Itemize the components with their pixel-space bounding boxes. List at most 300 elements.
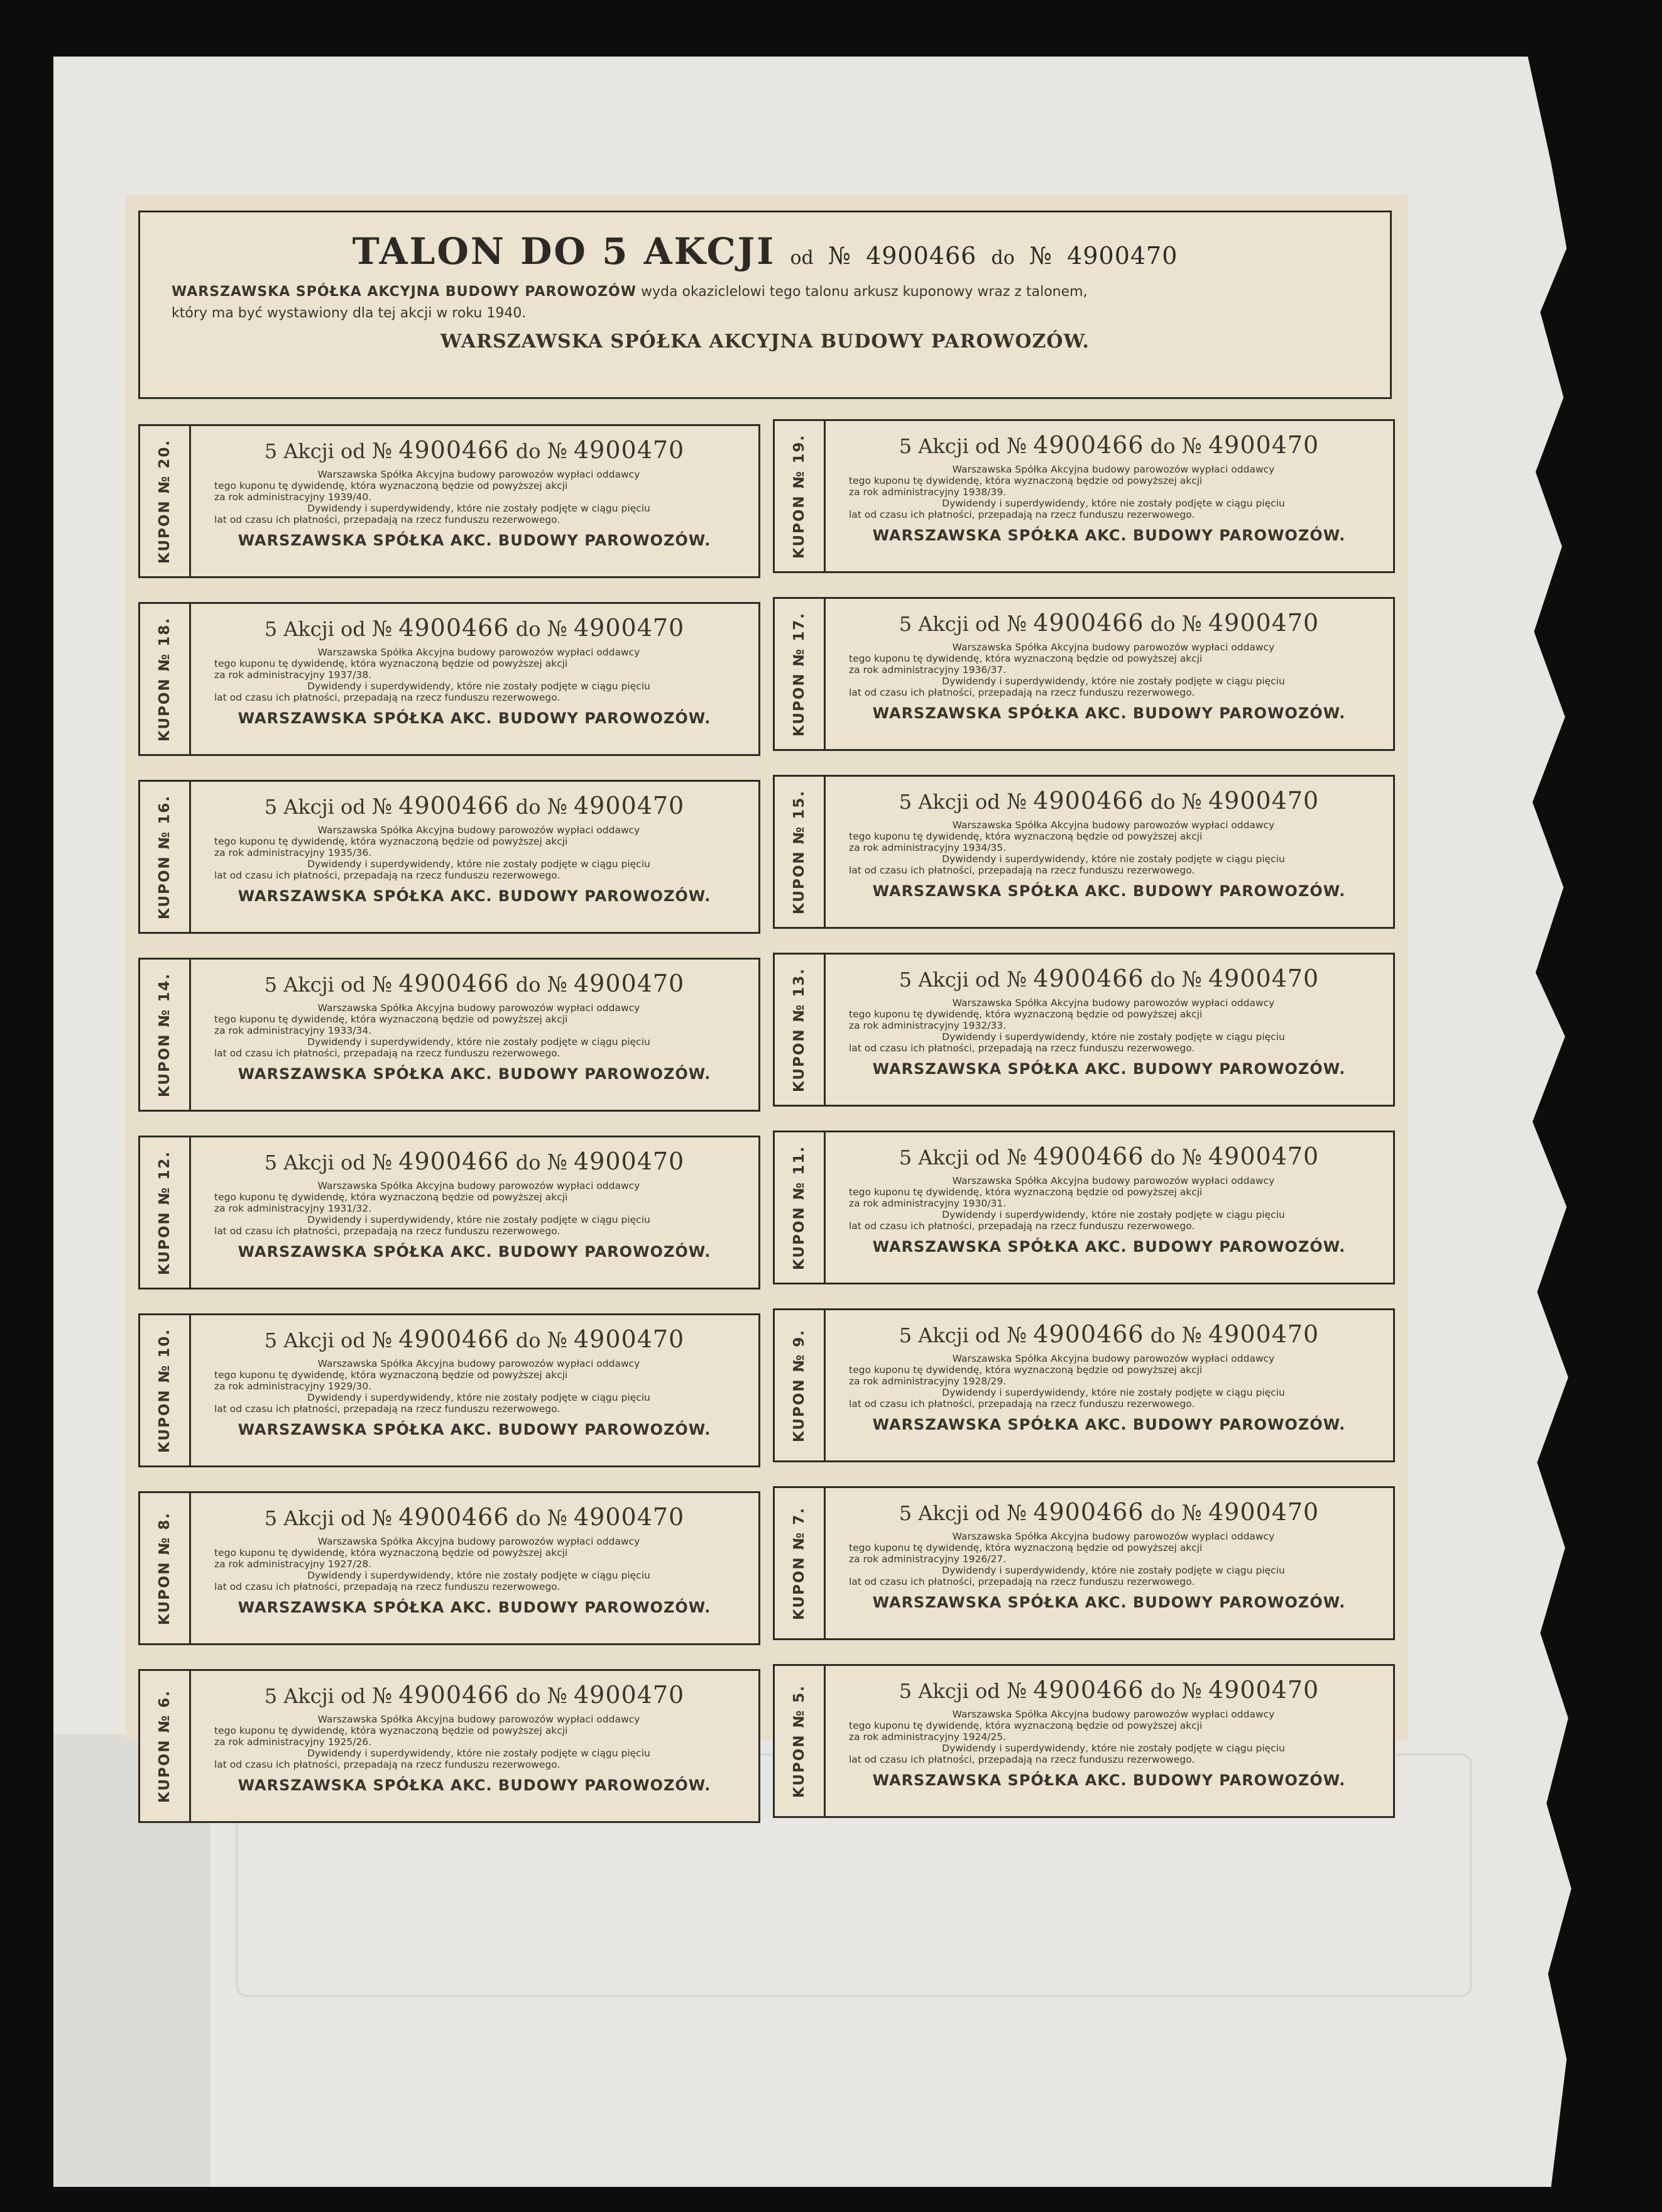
coupon-signature: WARSZAWSKA SPÓŁKA AKC. BUDOWY PAROWOZÓW. [872, 1238, 1346, 1256]
coupon-text-line-d: Dywidendy i superdywidendy, które nie zostały podjęte w ciągu pięciu [942, 1031, 1285, 1043]
coupon-year-line: za rok administracyjny 1937/38. [214, 669, 372, 681]
coupon-text-line-e: lat od czasu ich płatności, przepadają na rzecz funduszu rezerwowego. [214, 1581, 560, 1592]
coupon-signature: WARSZAWSKA SPÓŁKA AKC. BUDOWY PAROWOZÓW. [238, 1599, 711, 1616]
coupon-label: KUPON № 5. [791, 1684, 807, 1798]
coupon-to-number: 4900470 [1208, 609, 1320, 637]
coupon [773, 1486, 1395, 1640]
coupon-text-line-d: Dywidendy i superdywidendy, które nie zostały podjęte w ciągu pięciu [307, 1748, 650, 1759]
coupon-text-line-b: tego kuponu tę dywidendę, która wyznaczoną będzie od powyższej akcji [214, 836, 568, 847]
coupon-text-line-a: Warszawska Spółka Akcyjna budowy parowozów wypłaci oddawcy [317, 1714, 640, 1725]
coupon-no-symbol-2: № [547, 794, 567, 819]
coupon-from-number: 4900466 [398, 1147, 510, 1175]
coupon-to-number: 4900470 [1208, 431, 1320, 459]
talon-company: WARSZAWSKA SPÓŁKA AKCYJNA BUDOWY PAROWOZÓW [172, 284, 637, 300]
coupon-side [775, 777, 826, 927]
coupon-label: KUPON № 16. [156, 794, 173, 919]
coupon-text-line-b: tego kuponu tę dywidendę, która wyznaczoną będzie od powyższej akcji [849, 1720, 1203, 1731]
coupon-side [775, 1310, 826, 1460]
coupon-side [775, 421, 826, 571]
coupon-share-range [840, 609, 1378, 637]
coupon-text-line-b: tego kuponu tę dywidendę, która wyznaczoną będzie od powyższej akcji [849, 1009, 1203, 1020]
coupon-signature: WARSZAWSKA SPÓŁKA AKC. BUDOWY PAROWOZÓW. [238, 1243, 711, 1261]
coupon-from-number: 4900466 [398, 1325, 510, 1353]
coupon-text-line-a: Warszawska Spółka Akcyjna budowy parowozów wypłaci oddawcy [317, 1002, 640, 1014]
coupon-content [189, 782, 758, 932]
coupon-to-label: do [1150, 1146, 1176, 1169]
coupon-share-range [205, 614, 743, 642]
coupon-share-range [205, 792, 743, 819]
coupon-text-line-e: lat od czasu ich płatności, przepadają na rzecz funduszu rezerwowego. [849, 1043, 1195, 1054]
coupon-text-line-b: tego kuponu tę dywidendę, która wyznaczoną będzie od powyższej akcji [849, 831, 1203, 842]
coupon-signature: WARSZAWSKA SPÓŁKA AKC. BUDOWY PAROWOZÓW. [872, 704, 1346, 722]
coupon-text-line-a: Warszawska Spółka Akcyjna budowy parowozów wypłaci oddawcy [317, 1358, 640, 1369]
coupon-to-number: 4900470 [574, 1681, 685, 1709]
coupon-signature: WARSZAWSKA SPÓŁKA AKC. BUDOWY PAROWOZÓW. [872, 527, 1346, 544]
coupon-text-line-d: Dywidendy i superdywidendy, które nie zostały podjęte w ciągu pięciu [942, 1387, 1285, 1398]
coupon-from-number: 4900466 [1033, 1320, 1144, 1348]
coupon-no-symbol-2: № [547, 439, 567, 464]
coupon-year-line: za rok administracyjny 1924/25. [849, 1731, 1007, 1743]
coupon-text-line-e: lat od czasu ich płatności, przepadają na rzecz funduszu rezerwowego. [214, 1225, 560, 1237]
coupon-text-line-b: tego kuponu tę dywidendę, która wyznaczoną będzie od powyższej akcji [849, 1186, 1203, 1198]
coupon-year-line: za rok administracyjny 1927/28. [214, 1558, 372, 1570]
coupon-signature: WARSZAWSKA SPÓŁKA AKC. BUDOWY PAROWOZÓW. [238, 887, 711, 905]
coupon [773, 1308, 1395, 1462]
coupon-text [205, 824, 743, 881]
talon-no-symbol-2: № [1029, 242, 1052, 270]
coupon-no-symbol: № [1006, 1501, 1027, 1526]
talon-from-number: 4900466 [866, 242, 977, 270]
coupon-text-line-a: Warszawska Spółka Akcyjna budowy parowozów wypłaci oddawcy [317, 647, 640, 658]
coupon-label: KUPON № 18. [156, 616, 173, 742]
coupon-year-line: za rok administracyjny 1936/37. [849, 664, 1007, 676]
coupon-no-symbol: № [1006, 1323, 1027, 1348]
coupon-label: KUPON № 7. [791, 1506, 807, 1620]
coupon-signature: WARSZAWSKA SPÓŁKA AKC. BUDOWY PAROWOZÓW. [238, 1421, 711, 1438]
coupon-share-range [205, 1325, 743, 1353]
coupon-to-label: do [515, 617, 541, 641]
coupon-label: KUPON № 8. [156, 1511, 173, 1625]
coupon-text [840, 997, 1378, 1054]
coupon-content [824, 1310, 1393, 1460]
coupon [773, 953, 1395, 1107]
coupon-text [840, 1353, 1378, 1410]
talon-signature: WARSZAWSKA SPÓŁKA AKCYJNA BUDOWY PAROWOZÓW. [440, 331, 1090, 353]
coupon-text-line-b: tego kuponu tę dywidendę, która wyznaczoną będzie od powyższej akcji [849, 653, 1203, 664]
coupon-to-number: 4900470 [574, 970, 685, 997]
coupon-to-label: do [515, 1506, 541, 1530]
coupon [773, 1131, 1395, 1284]
coupon-content [189, 1493, 758, 1643]
coupon-label: KUPON № 11. [791, 1145, 807, 1270]
coupon-text-line-d: Dywidendy i superdywidendy, które nie zostały podjęte w ciągu pięciu [307, 858, 650, 870]
coupon-content [824, 1132, 1393, 1283]
coupon-year-line: za rok administracyjny 1930/31. [849, 1198, 1007, 1209]
coupon-share-range [840, 1498, 1378, 1526]
talon-from-label: od [790, 247, 814, 269]
coupon-no-symbol-2: № [1181, 611, 1202, 637]
coupon-no-symbol: № [371, 794, 393, 819]
coupon-label: KUPON № 13. [791, 967, 807, 1092]
coupon-text-line-d: Dywidendy i superdywidendy, które nie zostały podjęte w ciągu pięciu [307, 1214, 650, 1225]
coupon-to-number: 4900470 [574, 1503, 685, 1531]
talon-to-number: 4900470 [1067, 242, 1178, 270]
coupon-label: KUPON № 10. [156, 1328, 173, 1453]
coupon-text-line-a: Warszawska Spółka Akcyjna budowy parowozów wypłaci oddawcy [952, 1531, 1275, 1542]
coupon-text-line-b: tego kuponu tę dywidendę, która wyznaczoną będzie od powyższej akcji [849, 475, 1203, 486]
coupon-text-line-b: tego kuponu tę dywidendę, która wyznaczoną będzie od powyższej akcji [849, 1364, 1203, 1376]
coupon-label: KUPON № 19. [791, 434, 807, 559]
coupon-text-line-e: lat od czasu ich płatności, przepadają na rzecz funduszu rezerwowego. [214, 514, 560, 525]
coupon-year-line: za rok administracyjny 1932/33. [849, 1020, 1007, 1031]
coupon-text [205, 1536, 743, 1592]
coupon-to-label: do [1150, 1679, 1176, 1703]
coupon-side [140, 1671, 191, 1821]
coupon-text-line-d: Dywidendy i superdywidendy, które nie zostały podjęte w ciągu pięciu [307, 503, 650, 514]
coupon-share-range [205, 970, 743, 997]
coupon [138, 1491, 760, 1645]
coupon-to-label: do [1150, 612, 1176, 636]
coupon-to-number: 4900470 [574, 1325, 685, 1353]
coupon-side [140, 960, 191, 1110]
coupon-text-line-a: Warszawska Spółka Akcyjna budowy parowozów wypłaci oddawcy [317, 1180, 640, 1191]
coupon-shares-label: 5 Akcji od [899, 790, 1000, 814]
talon-body [172, 282, 1359, 324]
coupon-share-range [840, 965, 1378, 992]
coupon-to-label: do [1150, 1323, 1176, 1347]
coupon-text-line-a: Warszawska Spółka Akcyjna budowy parowozów wypłaci oddawcy [952, 1353, 1275, 1364]
coupon-text-line-d: Dywidendy i superdywidendy, które nie zostały podjęte w ciągu pięciu [942, 1209, 1285, 1220]
coupon-text-line-e: lat od czasu ich płatności, przepadają na rzecz funduszu rezerwowego. [214, 692, 560, 703]
coupon-shares-label: 5 Akcji od [899, 1501, 1000, 1525]
coupon-year-line: za rok administracyjny 1938/39. [849, 486, 1007, 498]
coupon-text-line-a: Warszawska Spółka Akcyjna budowy parowozów wypłaci oddawcy [317, 469, 640, 480]
coupon [138, 780, 760, 934]
coupon-shares-label: 5 Akcji od [899, 612, 1000, 636]
coupon-from-number: 4900466 [398, 1681, 510, 1709]
coupon-text-line-e: lat od czasu ich płatności, przepadają na rzecz funduszu rezerwowego. [214, 1759, 560, 1770]
coupon-to-label: do [515, 973, 541, 997]
coupon-from-number: 4900466 [1033, 1676, 1144, 1704]
coupon-no-symbol: № [1006, 1145, 1027, 1170]
coupon-from-number: 4900466 [1033, 1142, 1144, 1170]
coupon-text [205, 1180, 743, 1237]
coupon-text-line-d: Dywidendy i superdywidendy, które nie zostały podjęte w ciągu pięciu [942, 676, 1285, 687]
coupon-year-line: za rok administracyjny 1934/35. [849, 842, 1007, 853]
coupon-signature: WARSZAWSKA SPÓŁKA AKC. BUDOWY PAROWOZÓW. [872, 1771, 1346, 1789]
coupon-year-line: za rok administracyjny 1931/32. [214, 1203, 372, 1214]
coupon-from-number: 4900466 [1033, 609, 1144, 637]
coupon-to-label: do [515, 1151, 541, 1174]
coupon-signature: WARSZAWSKA SPÓŁKA AKC. BUDOWY PAROWOZÓW. [872, 1594, 1346, 1611]
coupon-text-line-d: Dywidendy i superdywidendy, które nie zostały podjęte w ciągu pięciu [942, 853, 1285, 865]
coupon-to-number: 4900470 [1208, 965, 1320, 992]
coupon-text-line-e: lat od czasu ich płatności, przepadają na rzecz funduszu rezerwowego. [849, 687, 1195, 698]
coupon-no-symbol: № [371, 439, 393, 464]
coupon-no-symbol: № [371, 1506, 393, 1531]
coupon-no-symbol-2: № [547, 1506, 567, 1531]
coupon-text-line-d: Dywidendy i superdywidendy, które nie zostały podjęte w ciągu pięciu [307, 1570, 650, 1581]
coupon-content [824, 1666, 1393, 1816]
coupon-signature: WARSZAWSKA SPÓŁKA AKC. BUDOWY PAROWOZÓW. [238, 532, 711, 549]
coupon-text [840, 1531, 1378, 1587]
coupon [773, 419, 1395, 573]
coupon-label: KUPON № 6. [156, 1689, 173, 1803]
coupon-share-range [205, 1503, 743, 1531]
coupon-text-line-e: lat od czasu ich płatności, przepadają na rzecz funduszu rezerwowego. [849, 865, 1195, 876]
talon-to-label: do [991, 247, 1015, 269]
coupon-text-line-a: Warszawska Spółka Akcyjna budowy parowozów wypłaci oddawcy [952, 464, 1275, 475]
coupon-no-symbol: № [1006, 611, 1027, 637]
coupon-label: KUPON № 15. [791, 789, 807, 914]
coupon-shares-label: 5 Akcji od [899, 1323, 1000, 1347]
coupon-text-line-b: tego kuponu tę dywidendę, która wyznaczoną będzie od powyższej akcji [849, 1542, 1203, 1553]
coupon-content [189, 604, 758, 754]
coupon-shares-label: 5 Akcji od [264, 795, 366, 819]
coupon-share-range [840, 1320, 1378, 1348]
coupon-no-symbol-2: № [1181, 789, 1202, 814]
coupon-text-line-e: lat od czasu ich płatności, przepadają na rzecz funduszu rezerwowego. [214, 1403, 560, 1415]
coupon-text [840, 642, 1378, 698]
coupon-no-symbol: № [1006, 967, 1027, 992]
coupon-content [824, 599, 1393, 749]
coupon [138, 1313, 760, 1467]
coupon-text-line-d: Dywidendy i superdywidendy, które nie zostały podjęte w ciągu pięciu [307, 1392, 650, 1403]
coupon-text-line-a: Warszawska Spółka Akcyjna budowy parowozów wypłaci oddawcy [952, 1175, 1275, 1186]
coupon-to-number: 4900470 [574, 436, 685, 464]
coupon-from-number: 4900466 [398, 614, 510, 642]
coupon-shares-label: 5 Akcji od [264, 617, 366, 641]
coupon-shares-label: 5 Akcji od [264, 1684, 366, 1708]
talon-body-line2: który ma być wystawiony dla tej akcji w roku 1940. [172, 305, 527, 321]
coupon-content [189, 426, 758, 576]
talon-heading [140, 230, 1390, 273]
coupon-to-label: do [515, 1328, 541, 1352]
coupon-label: KUPON № 12. [156, 1150, 173, 1275]
coupon-text-line-d: Dywidendy i superdywidendy, które nie zostały podjęte w ciągu pięciu [307, 1036, 650, 1048]
coupon-text-line-e: lat od czasu ich płatności, przepadają na rzecz funduszu rezerwowego. [849, 1576, 1195, 1587]
coupon-side [140, 1493, 191, 1643]
coupon-no-symbol-2: № [1181, 1501, 1202, 1526]
coupon-from-number: 4900466 [1033, 787, 1144, 814]
coupon-no-symbol-2: № [1181, 1678, 1202, 1704]
coupon-text [205, 1714, 743, 1770]
coupon-no-symbol: № [1006, 789, 1027, 814]
coupon-signature: WARSZAWSKA SPÓŁKA AKC. BUDOWY PAROWOZÓW. [238, 1065, 711, 1083]
talon-body-line1: wyda okaziclelowi tego talonu arkusz kuponowy wraz z talonem, [641, 284, 1088, 300]
coupon-text-line-b: tego kuponu tę dywidendę, która wyznaczoną będzie od powyższej akcji [214, 480, 568, 491]
coupon-no-symbol-2: № [547, 616, 567, 642]
coupon-share-range [840, 431, 1378, 459]
coupon-text-line-a: Warszawska Spółka Akcyjna budowy parowozów wypłaci oddawcy [952, 642, 1275, 653]
coupon-shares-label: 5 Akcji od [264, 439, 366, 463]
coupon-share-range [840, 1676, 1378, 1704]
coupon-to-number: 4900470 [574, 614, 685, 642]
coupon-side [775, 955, 826, 1105]
coupon-text-line-a: Warszawska Spółka Akcyjna budowy parowozów wypłaci oddawcy [952, 819, 1275, 831]
coupon-to-label: do [1150, 790, 1176, 814]
coupon [773, 597, 1395, 751]
coupon-side [775, 599, 826, 749]
coupon-shares-label: 5 Akcji od [899, 1679, 1000, 1703]
coupon-no-symbol: № [371, 1150, 393, 1175]
coupon-text-line-a: Warszawska Spółka Akcyjna budowy parowozów wypłaci oddawcy [952, 997, 1275, 1009]
coupon-side [140, 1137, 191, 1288]
coupon-text [840, 1175, 1378, 1232]
coupon-year-line: za rok administracyjny 1939/40. [214, 491, 372, 503]
coupon-from-number: 4900466 [1033, 431, 1144, 459]
coupon-side [775, 1488, 826, 1638]
coupon-text-line-e: lat od czasu ich płatności, przepadają na rzecz funduszu rezerwowego. [849, 509, 1195, 520]
coupon-side [140, 426, 191, 576]
coupon [773, 1664, 1395, 1818]
coupon-to-number: 4900470 [1208, 1498, 1320, 1526]
coupon-text [205, 1358, 743, 1415]
coupon-text-line-b: tego kuponu tę dywidendę, która wyznaczoną będzie od powyższej akcji [214, 1725, 568, 1736]
coupon-no-symbol-2: № [547, 1150, 567, 1175]
talon-box [138, 211, 1392, 399]
coupon-year-line: za rok administracyjny 1928/29. [849, 1376, 1007, 1387]
coupon-text-line-b: tego kuponu tę dywidendę, która wyznaczoną będzie od powyższej akcji [214, 1191, 568, 1203]
coupon-share-range [205, 1681, 743, 1709]
coupon-to-label: do [1150, 1501, 1176, 1525]
coupon-from-number: 4900466 [398, 436, 510, 464]
coupon-no-symbol-2: № [1181, 1145, 1202, 1170]
coupon-no-symbol: № [371, 1684, 393, 1709]
coupon-text-line-a: Warszawska Spółka Akcyjna budowy parowozów wypłaci oddawcy [952, 1709, 1275, 1720]
coupon-content [824, 955, 1393, 1105]
coupon-sheet [126, 195, 1408, 1803]
coupon-no-symbol-2: № [1181, 967, 1202, 992]
coupon-text-line-d: Dywidendy i superdywidendy, które nie zostały podjęte w ciągu pięciu [307, 681, 650, 692]
coupon-text-line-e: lat od czasu ich płatności, przepadają na rzecz funduszu rezerwowego. [214, 870, 560, 881]
coupon-no-symbol-2: № [1181, 1323, 1202, 1348]
coupon-text [840, 1709, 1378, 1765]
coupon-side [775, 1132, 826, 1283]
coupon-no-symbol-2: № [1181, 434, 1202, 459]
coupon-from-number: 4900466 [398, 792, 510, 819]
coupon-share-range [205, 436, 743, 464]
coupon-from-number: 4900466 [398, 970, 510, 997]
coupon-text-line-b: tego kuponu tę dywidendę, która wyznaczoną będzie od powyższej akcji [214, 658, 568, 669]
coupon-no-symbol-2: № [547, 1684, 567, 1709]
coupon-text-line-d: Dywidendy i superdywidendy, które nie zostały podjęte w ciągu pięciu [942, 498, 1285, 509]
coupon-to-label: do [1150, 968, 1176, 992]
coupon-no-symbol: № [1006, 1678, 1027, 1704]
coupon-text [840, 819, 1378, 876]
coupon-signature: WARSZAWSKA SPÓŁKA AKC. BUDOWY PAROWOZÓW. [872, 882, 1346, 900]
coupon-shares-label: 5 Akcji od [264, 1506, 366, 1530]
coupon-text [205, 1002, 743, 1059]
coupon-text-line-b: tego kuponu tę dywidendę, która wyznaczoną będzie od powyższej akcji [214, 1547, 568, 1558]
coupon-text [205, 647, 743, 703]
coupon-to-number: 4900470 [1208, 1320, 1320, 1348]
coupon-text-line-e: lat od czasu ich płatności, przepadają na rzecz funduszu rezerwowego. [849, 1754, 1195, 1765]
coupon-text-line-d: Dywidendy i superdywidendy, które nie zostały podjęte w ciągu pięciu [942, 1743, 1285, 1754]
coupon-to-number: 4900470 [1208, 1142, 1320, 1170]
coupon-label: KUPON № 17. [791, 611, 807, 736]
coupon-shares-label: 5 Akcji od [264, 1328, 366, 1352]
coupon-text-line-b: tego kuponu tę dywidendę, która wyznaczoną będzie od powyższej akcji [214, 1014, 568, 1025]
coupon [773, 775, 1395, 929]
coupon-shares-label: 5 Akcji od [264, 973, 366, 997]
coupon-text-line-b: tego kuponu tę dywidendę, która wyznaczoną będzie od powyższej akcji [214, 1369, 568, 1381]
coupon-text-line-e: lat od czasu ich płatności, przepadają na rzecz funduszu rezerwowego. [849, 1220, 1195, 1232]
coupon-to-number: 4900470 [574, 1147, 685, 1175]
coupon-text [840, 464, 1378, 520]
coupon-to-number: 4900470 [574, 792, 685, 819]
coupon-year-line: za rok administracyjny 1926/27. [849, 1553, 1007, 1565]
coupon-to-label: do [1150, 434, 1176, 458]
coupon-label: KUPON № 14. [156, 972, 173, 1097]
coupon [138, 424, 760, 578]
coupon-signature: WARSZAWSKA SPÓŁKA AKC. BUDOWY PAROWOZÓW. [238, 1777, 711, 1794]
coupon-side [775, 1666, 826, 1816]
coupon-to-label: do [515, 795, 541, 819]
coupon-share-range [840, 1142, 1378, 1170]
coupon-shares-label: 5 Akcji od [899, 434, 1000, 458]
coupon-label: KUPON № 20. [156, 439, 173, 564]
coupon-content [189, 1315, 758, 1465]
coupon-to-label: do [515, 1684, 541, 1708]
coupon-side [140, 1315, 191, 1465]
coupon-content [824, 777, 1393, 927]
coupon-to-label: do [515, 439, 541, 463]
coupon-to-number: 4900470 [1208, 787, 1320, 814]
coupon-no-symbol-2: № [547, 972, 567, 997]
coupon-share-range [840, 787, 1378, 814]
coupon-signature: WARSZAWSKA SPÓŁKA AKC. BUDOWY PAROWOZÓW. [872, 1060, 1346, 1078]
coupon [138, 1136, 760, 1289]
coupon-shares-label: 5 Akcji od [264, 1151, 366, 1174]
coupon-no-symbol: № [371, 972, 393, 997]
coupon-text-line-d: Dywidendy i superdywidendy, które nie zostały podjęte w ciągu pięciu [942, 1565, 1285, 1576]
coupon-no-symbol: № [1006, 434, 1027, 459]
coupon-content [189, 1671, 758, 1821]
coupon-to-number: 4900470 [1208, 1676, 1320, 1704]
coupon-from-number: 4900466 [1033, 965, 1144, 992]
coupon [138, 602, 760, 756]
coupon [138, 1669, 760, 1823]
coupon-text-line-a: Warszawska Spółka Akcyjna budowy parowozów wypłaci oddawcy [317, 1536, 640, 1547]
coupon-shares-label: 5 Akcji od [899, 968, 1000, 992]
coupon-no-symbol: № [371, 1328, 393, 1353]
coupon-shares-label: 5 Akcji od [899, 1146, 1000, 1169]
coupon-content [824, 421, 1393, 571]
coupon-year-line: za rok administracyjny 1925/26. [214, 1736, 372, 1748]
coupon-signature: WARSZAWSKA SPÓŁKA AKC. BUDOWY PAROWOZÓW. [872, 1416, 1346, 1433]
coupon-year-line: za rok administracyjny 1933/34. [214, 1025, 372, 1036]
coupon-year-line: za rok administracyjny 1929/30. [214, 1381, 372, 1392]
coupon-from-number: 4900466 [398, 1503, 510, 1531]
coupon-no-symbol: № [371, 616, 393, 642]
coupon-label: KUPON № 9. [791, 1328, 807, 1442]
coupon-content [189, 1137, 758, 1288]
coupon [138, 958, 760, 1112]
coupon-side [140, 604, 191, 754]
coupon-text [205, 469, 743, 525]
coupon-year-line: za rok administracyjny 1935/36. [214, 847, 372, 858]
coupon-signature: WARSZAWSKA SPÓŁKA AKC. BUDOWY PAROWOZÓW. [238, 709, 711, 727]
coupon-side [140, 782, 191, 932]
coupon-share-range [205, 1147, 743, 1175]
coupon-from-number: 4900466 [1033, 1498, 1144, 1526]
coupon-content [824, 1488, 1393, 1638]
coupon-content [189, 960, 758, 1110]
coupon-text-line-e: lat od czasu ich płatności, przepadają na rzecz funduszu rezerwowego. [214, 1048, 560, 1059]
talon-title: TALON DO 5 AKCJI [352, 230, 776, 273]
coupon-text-line-a: Warszawska Spółka Akcyjna budowy parowozów wypłaci oddawcy [317, 824, 640, 836]
